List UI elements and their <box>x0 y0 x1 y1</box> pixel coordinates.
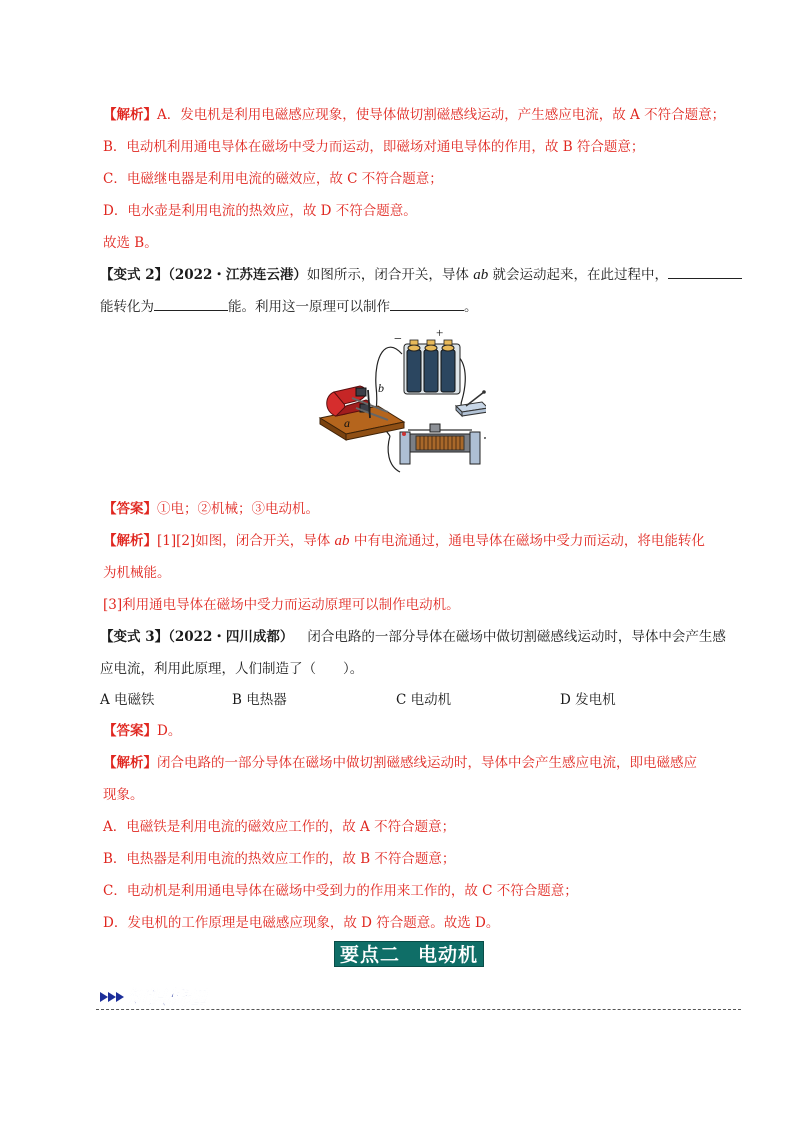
analysis-line-q3-f: D．发电机的工作原理是电磁感应现象，故 D 符合题意。故选 D。 <box>103 915 500 931</box>
option-c[interactable]: C 电动机 <box>396 692 452 708</box>
analysis-line-q3-d: B．电热器是利用电流的热效应工作的，故 B 不符合题意； <box>103 851 456 867</box>
answer-text: ①电；②机械；③电动机。 <box>157 501 319 517</box>
magnet-apparatus-icon <box>320 386 404 440</box>
analysis-line-q2-b: 为机械能。 <box>103 565 171 581</box>
question-3-source: （2022・四川成都） <box>168 629 294 645</box>
answer-blank-2[interactable] <box>154 309 228 311</box>
analysis-tag: 【解析】 <box>103 533 157 549</box>
analysis-line-b: B．电动机利用通电导体在磁场中受力而运动，即磁场对通电导体的作用，故 B 符合题意； <box>103 139 645 155</box>
question-2-line-1 <box>100 263 742 284</box>
analysis-line-q3-a <box>103 751 697 771</box>
analysis-line-q3-b: 现象。 <box>103 787 144 803</box>
analysis-var: ab <box>334 533 350 549</box>
wire <box>388 436 400 472</box>
question-3-text: 闭合电路的一部分导体在磁场中做切割磁感线运动时，导体中会产生感 <box>307 629 726 645</box>
question-3-tag: 【变式 3】 <box>100 629 169 645</box>
analysis-line-q2-c: [3]利用通电导体在磁场中受力而运动原理可以制作电动机。 <box>103 597 460 613</box>
section-heading <box>334 941 484 967</box>
arrow-icon <box>100 992 108 1002</box>
analysis-text: 闭合电路的一部分导体在磁场中做切割磁感线运动时，导体中会产生感应电流，即电磁感应 <box>157 755 697 771</box>
analysis-line-q3-e: C．电动机是利用通电导体在磁场中受到力的作用来工作的，故 C 不符合题意； <box>103 883 578 899</box>
question-2-text-c: 能转化为 <box>100 299 154 315</box>
answer-line-q2 <box>103 497 319 517</box>
option-a[interactable]: A 电磁铁 <box>100 692 155 708</box>
analysis-line-a <box>103 103 725 123</box>
section-heading-part-2: 电动机 <box>418 944 479 966</box>
question-2-line-2 <box>100 295 478 315</box>
answer-blank-1[interactable] <box>668 277 742 279</box>
question-3-line-1 <box>100 625 726 645</box>
analysis-tag: 【解析】 <box>103 755 157 771</box>
answer-line-q3 <box>103 719 181 739</box>
answer-tag: 【答案】 <box>103 723 157 739</box>
arrow-icon <box>116 992 124 1002</box>
section-heading-part-1: 要点二 <box>339 944 400 966</box>
answer-tag: 【答案】 <box>103 501 157 517</box>
plus-label: + <box>436 326 444 340</box>
analysis-line-d: D．电水壶是利用电流的热效应，故 D 不符合题意。 <box>103 203 417 219</box>
question-2-text-a: 如图所示，闭合开关，导体 <box>306 267 474 283</box>
arrow-icon <box>108 992 116 1002</box>
battery-icon <box>404 340 460 394</box>
question-2-source: （2022・江苏连云港） <box>168 267 307 283</box>
label-b: b <box>378 381 384 395</box>
analysis-line-c: C．电磁继电器是利用电流的磁效应，故 C 不符合题意； <box>103 171 443 187</box>
analysis-tag: 【解析】 <box>103 107 157 123</box>
question-2-tag: 【变式 2】 <box>100 267 169 283</box>
wire <box>484 418 486 438</box>
motor-principle-figure <box>316 326 486 478</box>
knowledge-summary-text: 知识梳理 <box>126 986 206 1010</box>
option-b[interactable]: B 电热器 <box>232 692 287 708</box>
question-2-text-d: 能。利用这一原理可以制作 <box>228 299 390 315</box>
rheostat-icon <box>400 424 480 464</box>
knowledge-summary-label <box>98 980 228 1012</box>
question-3-line-2: 应电流，利用此原理，人们制造了（ ）。 <box>100 661 364 677</box>
answer-blank-3[interactable] <box>390 309 464 311</box>
conclusion-line: 故选 B。 <box>103 235 158 251</box>
answer-text: D。 <box>157 723 182 739</box>
section-divider <box>96 1009 741 1010</box>
switch-icon <box>456 390 486 416</box>
option-d[interactable]: D 发电机 <box>560 692 616 708</box>
question-2-text-b: 就会运动起来，在此过程中， <box>488 267 669 283</box>
question-2-text-e: 。 <box>464 299 478 315</box>
question-2-var: ab <box>473 267 489 283</box>
analysis-text: 中有电流通过，通电导体在磁场中受力而运动，将电能转化 <box>349 533 705 549</box>
minus-label: − <box>394 332 402 347</box>
analysis-text: [1][2]如图，闭合开关，导体 <box>157 533 335 549</box>
analysis-text-a: A．发电机是利用电磁感应现象，使导体做切割磁感线运动，产生感应电流，故 A 不符合题意； <box>157 107 726 123</box>
analysis-line-q3-c: A．电磁铁是利用电流的磁效应工作的，故 A 不符合题意； <box>103 819 456 835</box>
analysis-line-q2-a <box>103 529 705 550</box>
label-a: a <box>344 416 350 430</box>
